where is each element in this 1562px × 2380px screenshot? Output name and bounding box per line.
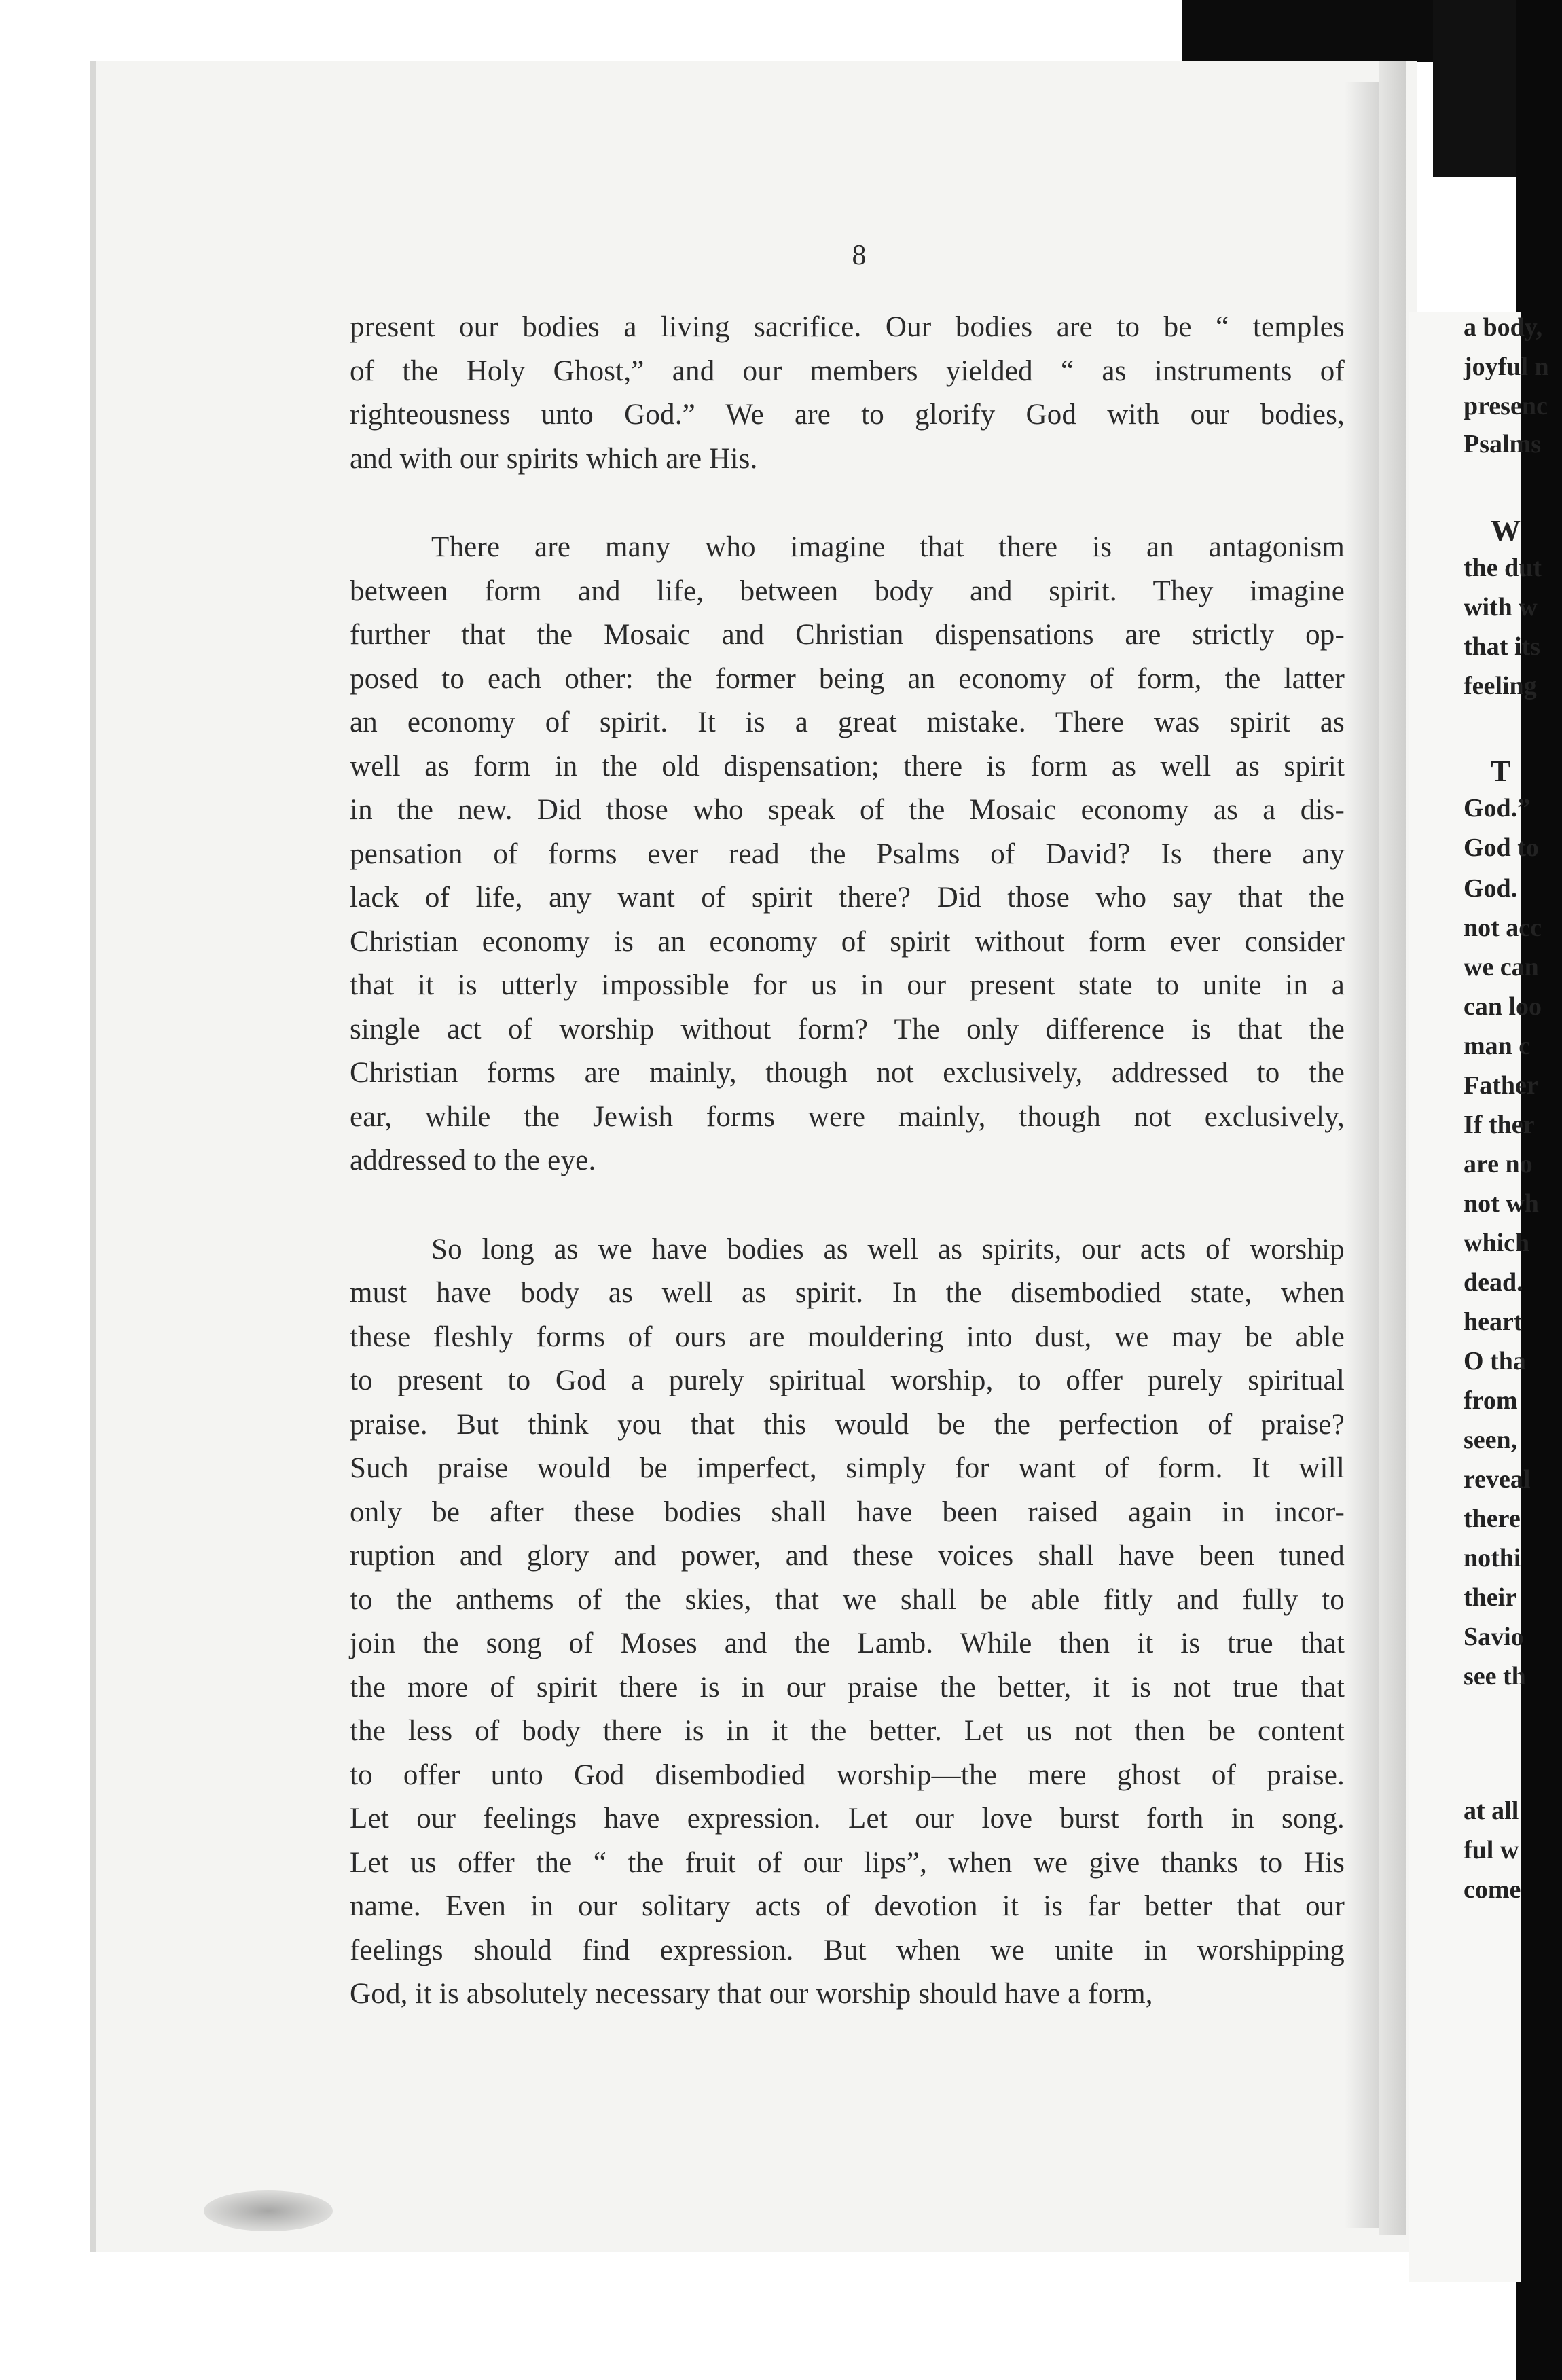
facing-page-text: Father xyxy=(1464,1071,1538,1100)
facing-page-text: at all xyxy=(1464,1797,1519,1825)
text-line: righteousness unto God.” We are to glorify God with our bodies, xyxy=(350,399,1345,431)
facing-page-text: reveal xyxy=(1464,1465,1531,1494)
facing-page-text: If ther xyxy=(1464,1111,1535,1139)
facing-page-text: which xyxy=(1464,1229,1530,1257)
text-line: lack of life, any want of spirit there? Did those who say that the xyxy=(350,882,1345,914)
facing-page-text: we can xyxy=(1464,953,1539,981)
text-line: posed to each other: the former being an economy of form, the latter xyxy=(350,662,1345,695)
facing-page-text: see th xyxy=(1464,1662,1526,1691)
facing-page-text: Savio xyxy=(1464,1623,1524,1651)
text-line: God, it is absolutely necessary that our worship should have a form, xyxy=(350,1978,1153,2010)
page-stain xyxy=(204,2190,333,2231)
paragraph xyxy=(350,1228,1345,2017)
facing-page-text: not acc xyxy=(1464,914,1542,942)
text-line: single act of worship without form? The only difference is that the xyxy=(350,1013,1345,1045)
paragraph xyxy=(350,526,1345,1183)
facing-page-fragment xyxy=(1409,312,1549,2282)
text-line: name. Even in our solitary acts of devotion it is far better that our xyxy=(350,1890,1345,1922)
text-line: present our bodies a living sacrifice. Our bodies are to be “ temples xyxy=(350,311,1345,343)
text-line: the less of body there is in it the better. Let us not then be content xyxy=(350,1715,1345,1747)
text-line: addressed to the eye. xyxy=(350,1144,596,1176)
facing-page-text: W xyxy=(1491,514,1521,547)
facing-page-text: that its xyxy=(1464,632,1540,661)
facing-page-text: presenc xyxy=(1464,392,1548,420)
text-line: Let us offer the “ the fruit of our lips”, when we give thanks to His xyxy=(350,1846,1345,1879)
text-line: Christian forms are mainly, though not exclusively, addressed to the xyxy=(350,1057,1345,1089)
text-line: must have body as well as spirit. In the disembodied state, when xyxy=(350,1277,1345,1309)
facing-page-text: seen, xyxy=(1464,1426,1518,1454)
facing-page-text: the dut xyxy=(1464,554,1542,582)
text-line: only be after these bodies shall have been raised again in incor- xyxy=(350,1496,1345,1528)
text-line: further that the Mosaic and Christian dispensations are strictly op- xyxy=(350,619,1345,651)
text-line: of the Holy Ghost,” and our members yielded “ as instruments of xyxy=(350,355,1345,387)
text-line: and with our spirits which are His. xyxy=(350,442,758,475)
text-line: in the new. Did those who speak of the Mosaic economy as a dis- xyxy=(350,794,1345,826)
text-line: feelings should find expression. But when we unite in worshipping xyxy=(350,1934,1345,1966)
text-line: between form and life, between body and spirit. They imagine xyxy=(350,575,1345,607)
text-line: There are many who imagine that there is an antagonism xyxy=(431,531,1345,563)
text-line: an economy of spirit. It is a great mistake. There was spirit as xyxy=(350,706,1345,738)
facing-page-text: feeling xyxy=(1464,672,1537,700)
facing-page-text: come xyxy=(1464,1875,1521,1904)
paragraph-gap xyxy=(350,481,1345,526)
text-line: to offer unto God disembodied worship—the mere ghost of praise. xyxy=(350,1759,1345,1791)
facing-page-text: ful w xyxy=(1464,1836,1519,1864)
facing-page-text: dead. xyxy=(1464,1268,1523,1297)
text-line: ruption and glory and power, and these voices shall have been tuned xyxy=(350,1540,1345,1572)
text-line: Christian economy is an economy of spirit without form ever consider xyxy=(350,925,1345,958)
facing-page-text: a body, xyxy=(1464,313,1543,342)
text-line: Let our feelings have expression. Let our love burst forth in song. xyxy=(350,1803,1345,1835)
facing-page-text: Psalms xyxy=(1464,430,1541,458)
text-line: pensation of forms ever read the Psalms of David? Is there any xyxy=(350,837,1345,870)
facing-page-text: God.” xyxy=(1464,794,1531,823)
facing-page-text: man c xyxy=(1464,1032,1531,1060)
facing-page-text: T xyxy=(1491,755,1511,788)
facing-page-text: from xyxy=(1464,1386,1518,1415)
facing-page-text: O tha xyxy=(1464,1347,1526,1375)
body-text xyxy=(350,306,1345,2017)
text-line: praise. But think you that this would be the perfection of praise? xyxy=(350,1408,1345,1441)
facing-page-text: their xyxy=(1464,1583,1517,1612)
paragraph xyxy=(350,306,1345,481)
text-line: well as form in the old dispensation; there is form as well as spirit xyxy=(350,750,1345,782)
facing-page-text: God. xyxy=(1464,874,1518,903)
text-line: Such praise would be imperfect, simply for want of form. It will xyxy=(350,1452,1345,1484)
facing-page-text: God to xyxy=(1464,833,1539,862)
text-line: ear, while the Jewish forms were mainly, though not exclusively, xyxy=(350,1100,1345,1133)
text-line: to the anthems of the skies, that we shall be able fitly and fully to xyxy=(350,1583,1345,1616)
facing-page-text: are no xyxy=(1464,1150,1533,1178)
text-line: the more of spirit there is in our praise the better, it is not true that xyxy=(350,1671,1345,1703)
facing-page-text: there xyxy=(1464,1504,1521,1533)
facing-page-text: joyful n xyxy=(1464,353,1549,381)
facing-page-text: heart xyxy=(1464,1308,1523,1336)
text-line: to present to God a purely spiritual worship, to offer purely spiritual xyxy=(350,1365,1345,1396)
facing-page-text: not wh xyxy=(1464,1189,1539,1218)
text-line: So long as we have bodies as well as spirits, our acts of worship xyxy=(431,1233,1345,1265)
text-line: these fleshly forms of ours are mouldering into dust, we may be able xyxy=(350,1320,1345,1353)
page-gutter xyxy=(1379,61,1406,2235)
text-line: join the song of Moses and the Lamb. While then it is true that xyxy=(350,1627,1345,1659)
facing-page-text: with w xyxy=(1464,593,1538,621)
facing-page-text: nothi xyxy=(1464,1544,1521,1572)
page-number: 8 xyxy=(852,240,867,271)
paragraph-gap xyxy=(350,1183,1345,1228)
facing-page-text: can loo xyxy=(1464,992,1542,1021)
text-line: that it is utterly impossible for us in our present state to unite in a xyxy=(350,969,1345,1001)
